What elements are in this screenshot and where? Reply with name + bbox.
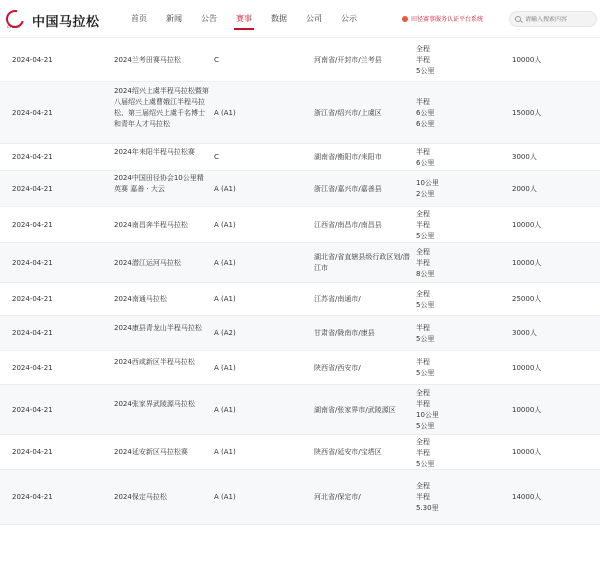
- table-row[interactable]: [0, 144, 600, 171]
- event-participant-scale: 10000人: [512, 363, 542, 372]
- event-location: 浙江省/嘉兴市/嘉善县: [314, 184, 382, 193]
- event-items: [416, 388, 439, 432]
- table-row[interactable]: [0, 38, 600, 82]
- event-location: 江西省/南昌市/南昌县: [314, 220, 382, 229]
- event-item: 5公里: [416, 334, 435, 343]
- event-location: 河南省/开封市/兰考县: [314, 55, 382, 64]
- event-items: [416, 147, 434, 169]
- event-item: 5公里: [416, 460, 435, 468]
- event-participant-scale: 15000人: [512, 108, 542, 117]
- event-date: 2024-04-21: [12, 184, 53, 193]
- nav-company[interactable]: 公司: [306, 14, 322, 23]
- certification-platform-link[interactable]: [402, 14, 483, 23]
- event-item: 全程: [416, 438, 430, 446]
- event-grade: A (A1): [214, 258, 236, 267]
- main-nav: [131, 0, 376, 38]
- nav-news[interactable]: 新闻: [166, 14, 182, 23]
- event-item: 2公里: [416, 190, 435, 198]
- event-item: 8公里: [416, 269, 435, 278]
- event-item: 半程: [416, 97, 430, 106]
- event-item: 10公里: [416, 411, 439, 419]
- event-item: 半程: [416, 323, 430, 332]
- nav-home[interactable]: 首页: [131, 14, 147, 23]
- event-items: [416, 323, 434, 345]
- event-item: 5公里: [416, 300, 435, 309]
- event-participant-scale: 14000人: [512, 493, 542, 501]
- event-date: 2024-04-21: [12, 448, 53, 456]
- event-location: 河北省/保定市/: [314, 493, 361, 501]
- table-row[interactable]: [0, 351, 600, 385]
- event-name: 2024潜江运河马拉松: [114, 258, 181, 267]
- event-items: [416, 178, 439, 200]
- event-item: 半程: [416, 258, 430, 267]
- logo-text: CHINA: [7, 24, 20, 29]
- event-location: 湖北省/省直辖县级行政区划/潜江市: [314, 253, 410, 272]
- event-item: 半程: [416, 147, 430, 156]
- event-item: 全程: [416, 389, 430, 397]
- certification-platform-label: 田径赛事服务认证平台系统: [411, 16, 484, 23]
- top-navigation-bar: [0, 0, 600, 38]
- platform-badge-icon: [402, 16, 408, 22]
- event-items: [416, 44, 434, 77]
- table-row[interactable]: [0, 207, 600, 243]
- event-table: [0, 38, 600, 525]
- event-item: 6公里: [416, 108, 435, 117]
- event-name: 2024张家界武陵源马拉松: [114, 400, 195, 408]
- event-items: [416, 357, 434, 379]
- event-date: 2024-04-21: [12, 329, 53, 337]
- event-items: [416, 209, 434, 242]
- event-participant-scale: 10000人: [512, 220, 542, 229]
- event-name: 2024延安新区马拉松赛: [114, 448, 188, 456]
- event-item: 半程: [416, 358, 430, 366]
- event-item: 5.30里: [416, 504, 439, 512]
- table-row[interactable]: [0, 316, 600, 351]
- nav-announcements[interactable]: 公告: [201, 14, 217, 23]
- event-date: 2024-04-21: [12, 220, 53, 229]
- event-name: 2024保定马拉松: [114, 493, 167, 501]
- table-row[interactable]: [0, 171, 600, 207]
- event-date: 2024-04-21: [12, 295, 53, 303]
- event-name: 2024绍兴上虞半程马拉松暨第八届绍兴上虞曹娥江半程马拉松、第三届绍兴上虞千名博士和青年人才马拉松: [114, 86, 209, 128]
- event-location: 浙江省/绍兴市/上虞区: [314, 108, 382, 117]
- event-item: 6公里: [416, 119, 435, 128]
- nav-data[interactable]: 数据: [271, 14, 287, 23]
- event-participant-scale: 3000人: [512, 329, 537, 337]
- event-participant-scale: 10000人: [512, 55, 542, 64]
- event-item: 半程: [416, 400, 430, 408]
- event-date: 2024-04-21: [12, 405, 53, 414]
- event-location: 陕西省/西安市/: [314, 363, 361, 372]
- event-participant-scale: 10000人: [512, 405, 542, 414]
- event-participant-scale: 10000人: [512, 448, 542, 456]
- table-row[interactable]: [0, 385, 600, 435]
- table-row[interactable]: [0, 435, 600, 470]
- event-date: 2024-04-21: [12, 363, 53, 372]
- nav-events[interactable]: 赛事: [236, 0, 252, 38]
- event-grade: C: [214, 153, 219, 161]
- event-location: 湖南省/张家界市/武陵源区: [314, 405, 396, 414]
- table-row[interactable]: [0, 243, 600, 283]
- event-name: 2024康县青龙山半程马拉松: [114, 323, 202, 332]
- event-name: 2024兰考田赛马拉松: [114, 55, 181, 64]
- event-name: 2024南通马拉松: [114, 295, 167, 303]
- event-item: 5公里: [416, 232, 435, 240]
- event-item: 半程: [416, 493, 430, 501]
- event-date: 2024-04-21: [12, 55, 53, 64]
- event-grade: A (A1): [214, 363, 236, 372]
- event-grade: C: [214, 55, 219, 64]
- event-location: 陕西省/延安市/宝塔区: [314, 448, 382, 456]
- search-input[interactable]: [525, 16, 595, 23]
- event-item: 10公里: [416, 179, 439, 187]
- event-grade: A (A2): [214, 329, 236, 337]
- event-item: 全程: [416, 289, 430, 298]
- event-name: 2024西咸新区半程马拉松: [114, 358, 195, 366]
- event-item: 全程: [416, 210, 430, 218]
- event-grade: A (A1): [214, 448, 236, 456]
- event-date: 2024-04-21: [12, 258, 53, 267]
- event-items: [416, 97, 434, 130]
- event-item: 半程: [416, 221, 430, 229]
- event-grade: A (A1): [214, 184, 236, 193]
- event-items: [416, 481, 439, 514]
- event-name: 2024年耒阳半程马拉松赛: [114, 147, 195, 156]
- event-item: 全程: [416, 44, 430, 53]
- event-item: 半程: [416, 449, 430, 457]
- event-items: [416, 289, 434, 311]
- event-location: 湖南省/衡阳市/耒阳市: [314, 153, 382, 161]
- event-location: 江苏省/南通市/: [314, 295, 361, 303]
- search-icon[interactable]: [515, 16, 521, 22]
- event-grade: A (A1): [214, 405, 236, 414]
- event-item: 全程: [416, 247, 430, 256]
- table-row[interactable]: [0, 470, 600, 525]
- event-date: 2024-04-21: [12, 108, 53, 117]
- event-grade: A (A1): [214, 108, 236, 117]
- event-item: 5公里: [416, 422, 435, 430]
- event-grade: A (A1): [214, 220, 236, 229]
- event-grade: A (A1): [214, 295, 236, 303]
- site-brand-title[interactable]: 中国马拉松: [32, 15, 100, 30]
- event-items: [416, 247, 434, 280]
- nav-public-notice[interactable]: 公示: [341, 14, 357, 23]
- search-box[interactable]: [509, 11, 597, 27]
- event-date: 2024-04-21: [12, 493, 53, 501]
- event-name: 2024南昌奔半程马拉松: [114, 220, 188, 229]
- event-date: 2024-04-21: [12, 153, 53, 161]
- event-item: 半程: [416, 55, 430, 64]
- table-row[interactable]: [0, 82, 600, 144]
- event-name: 2024中国田径协会10公里精英赛 嘉善 · 大云: [114, 174, 204, 193]
- china-marathon-logo-icon[interactable]: [6, 10, 30, 28]
- event-participant-scale: 3000人: [512, 153, 537, 161]
- event-item: 6公里: [416, 158, 435, 167]
- event-participant-scale: 25000人: [512, 295, 542, 303]
- event-participant-scale: 10000人: [512, 258, 542, 267]
- event-items: [416, 437, 434, 470]
- event-location: 甘肃省/陇南市/康县: [314, 329, 375, 337]
- event-item: 5公里: [416, 66, 435, 75]
- event-grade: A (A1): [214, 493, 236, 501]
- event-item: 5公里: [416, 369, 435, 377]
- event-item: 全程: [416, 482, 430, 490]
- event-participant-scale: 2000人: [512, 184, 537, 193]
- table-row[interactable]: [0, 283, 600, 316]
